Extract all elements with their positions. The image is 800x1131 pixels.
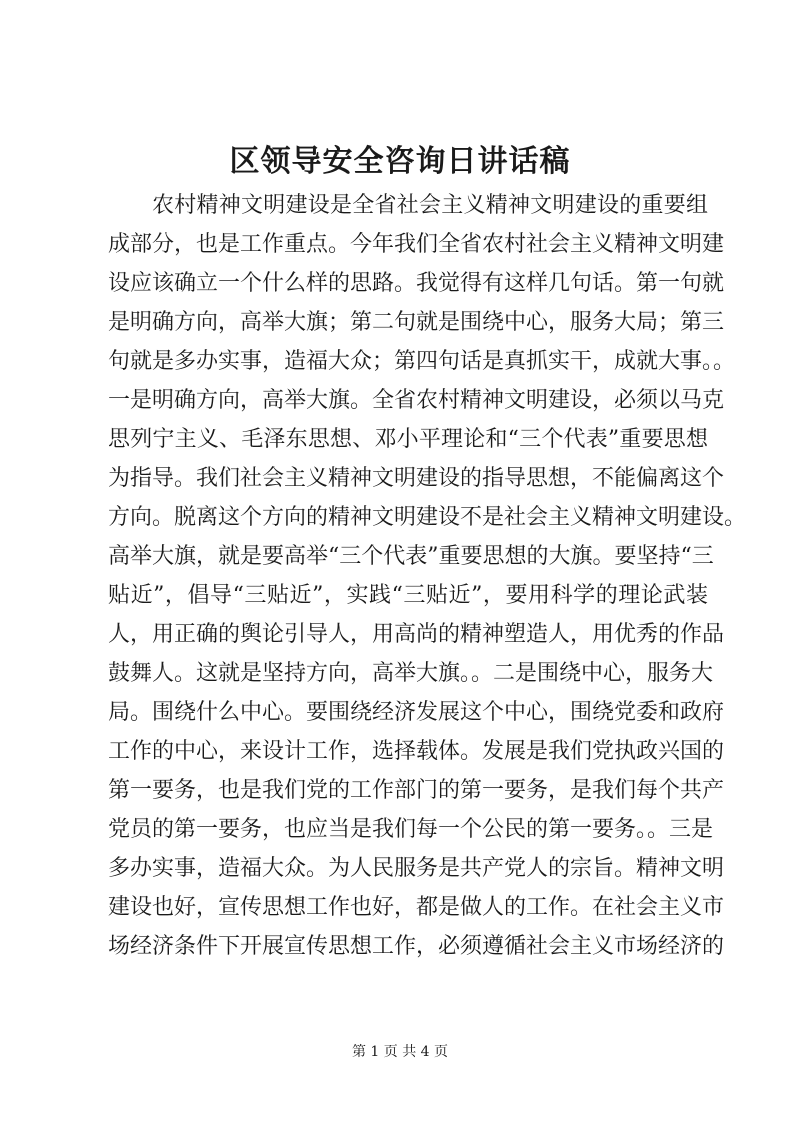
- body-line: 贴近”，倡导“三贴近”，实践“三贴近”，要用科学的理论武装: [108, 583, 708, 608]
- body-line: 设应该确立一个什么样的思路。我觉得有这样几句话。第一句就: [108, 271, 725, 296]
- body-line: 思列宁主义、毛泽东思想、邓小平理论和“三个代表”重要思想: [108, 427, 708, 452]
- body-line: 鼓舞人。这就是坚持方向，高举大旗。。二是围绕中心，服务大: [108, 661, 714, 686]
- body-line: 高举大旗，就是要高举“三个代表”重要思想的大旗。要坚持“三: [108, 544, 714, 569]
- document-body: [108, 186, 747, 966]
- body-line: 为指导。我们社会主义精神文明建设的指导思想，不能偏离这个: [108, 466, 725, 491]
- body-line: 场经济条件下开展宣传思想工作，必须遵循社会主义市场经济的: [108, 934, 725, 959]
- body-line: 建设也好，宣传思想工作也好，都是做人的工作。在社会主义市: [108, 895, 725, 920]
- body-line: 句就是多办实事，造福大众；第四句话是真抓实干，成就大事。。: [108, 349, 736, 374]
- page-number-footer: 第 1 页 共 4 页: [351, 1044, 449, 1060]
- body-line: 局。围绕什么中心。要围绕经济发展这个中心，围绕党委和政府: [108, 700, 725, 725]
- body-line: 第一要务，也是我们党的工作部门的第一要务，是我们每个共产: [108, 778, 725, 803]
- body-line: 农村精神文明建设是全省社会主义精神文明建设的重要组: [152, 193, 708, 218]
- body-line: 成部分，也是工作重点。今年我们全省农村社会主义精神文明建: [108, 232, 725, 257]
- body-line: 工作的中心，来设计工作，选择载体。发展是我们党执政兴国的: [108, 739, 725, 764]
- body-line: 一是明确方向，高举大旗。全省农村精神文明建设，必须以马克: [108, 388, 725, 413]
- body-line: 人，用正确的舆论引导人，用高尚的精神塑造人，用优秀的作品: [108, 622, 725, 647]
- document-title: 区领导安全咨询日讲话稿: [229, 144, 571, 179]
- body-line: 党员的第一要务，也应当是我们每一个公民的第一要务。。三是: [108, 817, 714, 842]
- body-line: 是明确方向，高举大旗；第二句就是围绕中心，服务大局；第三: [108, 310, 725, 335]
- body-line: 方向。脱离这个方向的精神文明建设不是社会主义精神文明建设。: [108, 505, 747, 530]
- body-line: 多办实事，造福大众。为人民服务是共产党人的宗旨。精神文明: [108, 856, 725, 881]
